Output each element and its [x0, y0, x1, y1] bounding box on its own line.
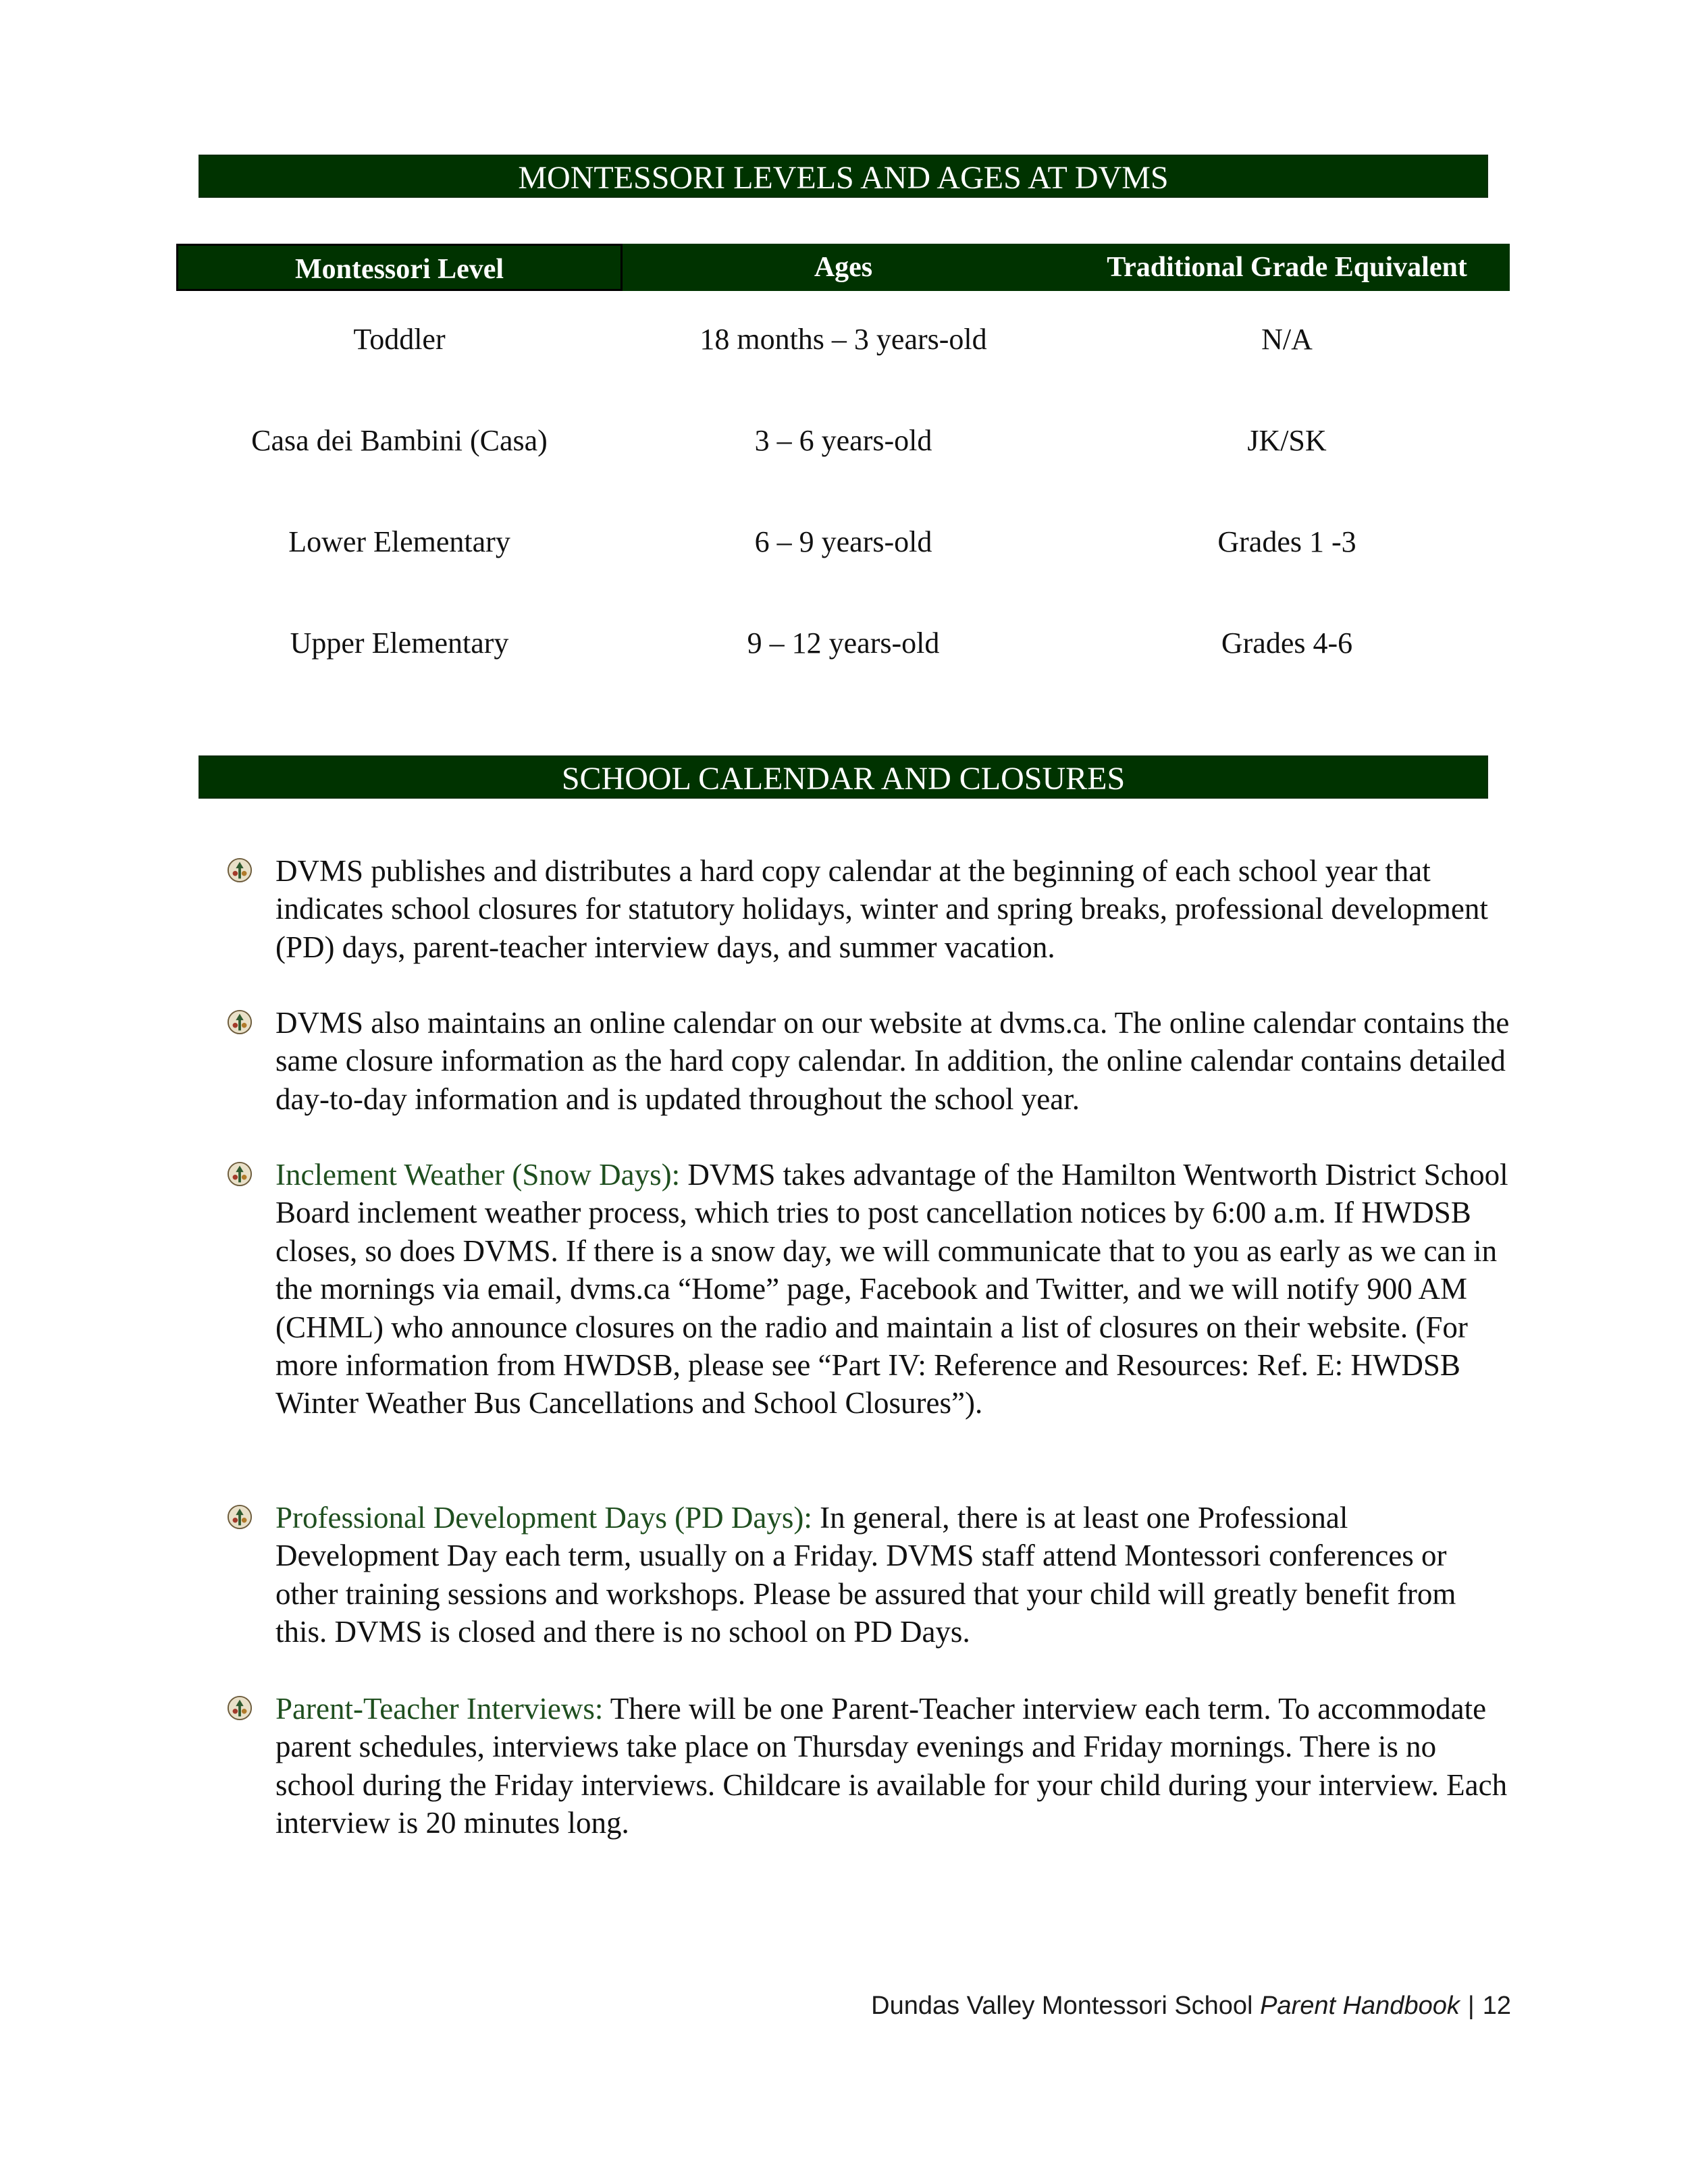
header-montessori-level: Montessori Level: [176, 244, 623, 291]
cell-ages: 3 – 6 years-old: [754, 424, 932, 457]
school-crest-icon: [227, 1009, 253, 1035]
levels-section-title: MONTESSORI LEVELS AND AGES AT DVMS: [199, 155, 1488, 198]
header-ages: Ages: [623, 244, 1064, 291]
bullet-text: There will be one Parent-Teacher interview each term. To accommodate parent schedules, interviews take place on Thursday evenings and Friday mornings. There is no school during the Friday interviews. Childcare is available for your child during your interview. Each interview is 20 minutes long.: [275, 1692, 1508, 1840]
footer-doc-title: Parent Handbook: [1260, 1992, 1460, 2020]
bullet-lead: Professional Development Days (PD Days):: [275, 1501, 812, 1535]
cell-level: Upper Elementary: [290, 627, 509, 660]
cell-ages: 18 months – 3 years-old: [700, 323, 987, 356]
cell-level: Lower Elementary: [288, 525, 510, 558]
table-row: [176, 316, 1510, 363]
table-row: [176, 620, 1510, 667]
bullet-text: DVMS publishes and distributes a hard copy calendar at the beginning of each school year that indicates school closures for statutory holidays, winter and spring breaks, professional development (PD) days, parent-teacher interview days, and summer vacation.: [275, 854, 1488, 964]
cell-level: Toddler: [353, 323, 446, 356]
bullet-text: DVMS also maintains an online calendar on our website at dvms.ca. The online calendar contains the same closure information as the hard copy calendar. In addition, the online calendar contains detailed day-to-day information and is updated throughout the school year.: [275, 1006, 1510, 1116]
cell-grade: Grades 1 -3: [1217, 525, 1356, 558]
footer-school-name: Dundas Valley Montessori School: [871, 1992, 1253, 2020]
bullet-lead: Parent-Teacher Interviews:: [275, 1692, 604, 1726]
cell-grade: Grades 4-6: [1221, 627, 1353, 660]
cell-grade: JK/SK: [1247, 424, 1327, 457]
page-footer: [810, 1992, 1511, 2021]
cell-grade: N/A: [1261, 323, 1313, 356]
bullet-text: In general, there is at least one Professional Development Day each term, usually on a Friday. DVMS staff attend Montessori conferences or other training sessions and workshops. Please be assured that your child will greatly benefit from this. DVMS is closed and there is no school on PD Days.: [275, 1501, 1456, 1649]
bullet-paragraph: [275, 852, 1514, 966]
bullet-lead: Inclement Weather (Snow Days):: [275, 1158, 681, 1192]
school-crest-icon: [227, 1504, 253, 1530]
table-row: [176, 417, 1510, 464]
table-row: [176, 518, 1510, 566]
page-number: 12: [1482, 1992, 1511, 2020]
school-crest-icon: [227, 1161, 253, 1187]
cell-ages: 6 – 9 years-old: [754, 525, 932, 558]
header-grade-equivalent: Traditional Grade Equivalent: [1064, 244, 1510, 291]
cell-ages: 9 – 12 years-old: [747, 627, 940, 660]
school-crest-icon: [227, 1695, 253, 1721]
bullet-paragraph: [275, 1004, 1514, 1118]
school-crest-icon: [227, 857, 253, 883]
bullet-paragraph: [275, 1499, 1514, 1651]
footer-separator: |: [1467, 1992, 1475, 2020]
levels-table-header: [176, 244, 1510, 291]
bullet-paragraph: [275, 1690, 1514, 1842]
bullet-paragraph: [275, 1156, 1514, 1422]
bullet-text: DVMS takes advantage of the Hamilton Wentworth District School Board inclement weather process, which tries to post cancellation notices by 6:00 a.m. If HWDSB closes, so does DVMS. If there is a snow day, we will communicate that to you as early as we can in the mornings via email, dvms.ca “Home” page, Facebook and Twitter, and we will notify 900 AM (CHML) who announce closures on the radio and maintain a list of closures on their website. (For more information from HWDSB, please see “Part IV: Reference and Resources: Ref. E: HWDSB Winter Weather Bus Cancellations and School Closures”).: [275, 1158, 1508, 1420]
cell-level: Casa dei Bambini (Casa): [251, 424, 548, 457]
calendar-section-title: SCHOOL CALENDAR AND CLOSURES: [199, 755, 1488, 799]
